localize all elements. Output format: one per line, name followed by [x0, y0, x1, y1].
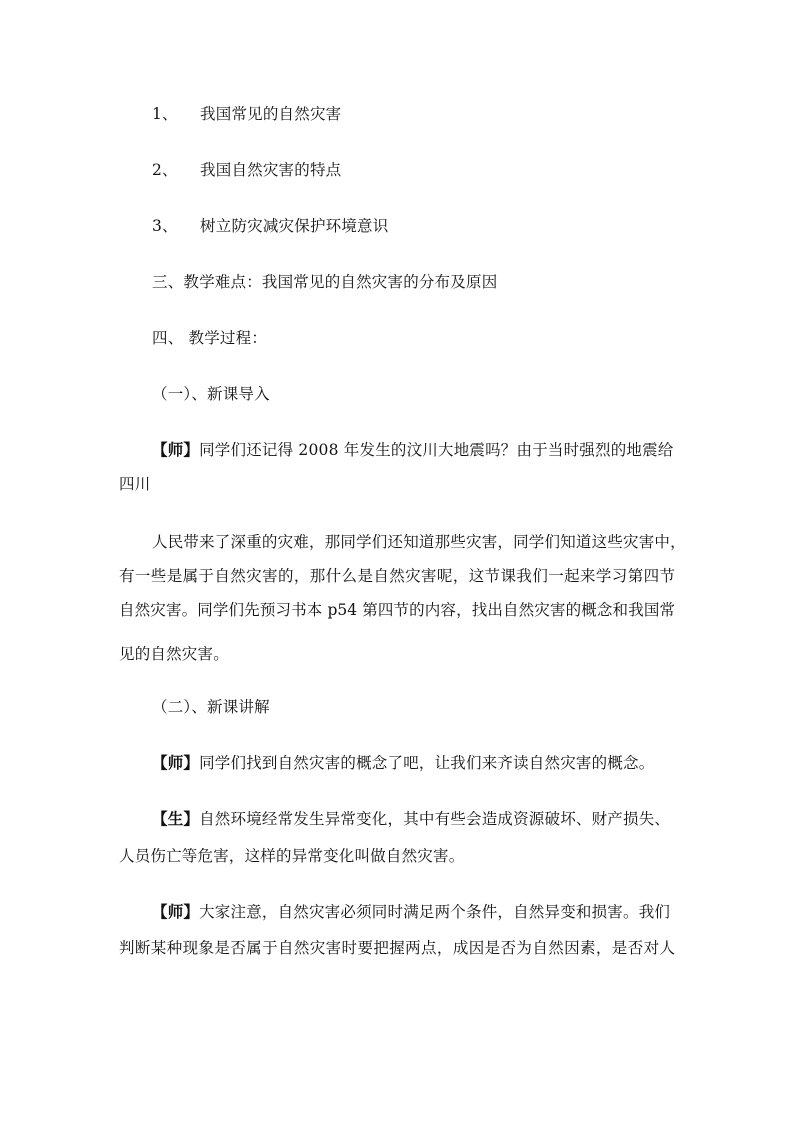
paragraph-line	[152, 809, 670, 829]
difficulty-heading: 三、教学难点：我国常见的自然灾害的分布及原因	[152, 273, 498, 291]
paragraph-text: 同学们还记得 2008 年发生的汶川大地震吗？由于当时强烈的地震给	[199, 441, 674, 459]
paragraph-line	[152, 902, 670, 922]
list-item	[152, 160, 341, 180]
list-number: 2、	[152, 161, 178, 179]
paragraph-text: 同学们找到自然灾害的概念了吧，让我们来齐读自然灾害的概念。	[199, 754, 655, 772]
section-heading-intro: （一）、新课导入	[152, 385, 270, 403]
speaker-tag: 【师】	[152, 440, 200, 459]
paragraph-line: 判断某种现象是否属于自然灾害时要把握两点，成因是否为自然因素，是否对人	[119, 939, 675, 957]
speaker-tag: 【生】	[152, 809, 200, 828]
list-text: 树立防灾减灾保护环境意识	[200, 217, 389, 235]
list-text: 我国自然灾害的特点	[200, 161, 342, 179]
paragraph-text: 自然环境经常发生异常变化，其中有些会造成资源破坏、财产损失、	[199, 810, 671, 828]
paragraph-line: 自然灾害。同学们先预习书本 p54 第四节的内容，找出自然灾害的概念和我国常	[119, 601, 675, 619]
paragraph-line: 见的自然灾害。	[119, 645, 229, 663]
paragraph-line: 人民带来了深重的灾难，那同学们还知道那些灾害，同学们知道这些灾害中，	[152, 533, 686, 551]
list-item	[152, 104, 341, 124]
speaker-tag: 【师】	[152, 753, 200, 772]
list-text: 我国常见的自然灾害	[200, 105, 342, 123]
paragraph-line	[152, 440, 674, 460]
speaker-tag: 【师】	[152, 902, 200, 921]
process-heading: 四、 教学过程：	[152, 329, 268, 347]
paragraph-line: 四川	[119, 475, 151, 493]
paragraph-line	[152, 753, 654, 773]
section-heading-explain: （二）、新课讲解	[152, 698, 270, 716]
list-number: 3、	[152, 217, 178, 235]
paragraph-line: 人员伤亡等危害，这样的异常变化叫做自然灾害。	[119, 847, 465, 865]
list-number: 1、	[152, 105, 178, 123]
paragraph-text: 大家注意，自然灾害必须同时满足两个条件，自然异变和损害。我们	[199, 903, 671, 921]
list-item	[152, 216, 388, 236]
paragraph-line: 有一些是属于自然灾害的，那什么是自然灾害呢，这节课我们一起来学习第四节	[119, 567, 675, 585]
